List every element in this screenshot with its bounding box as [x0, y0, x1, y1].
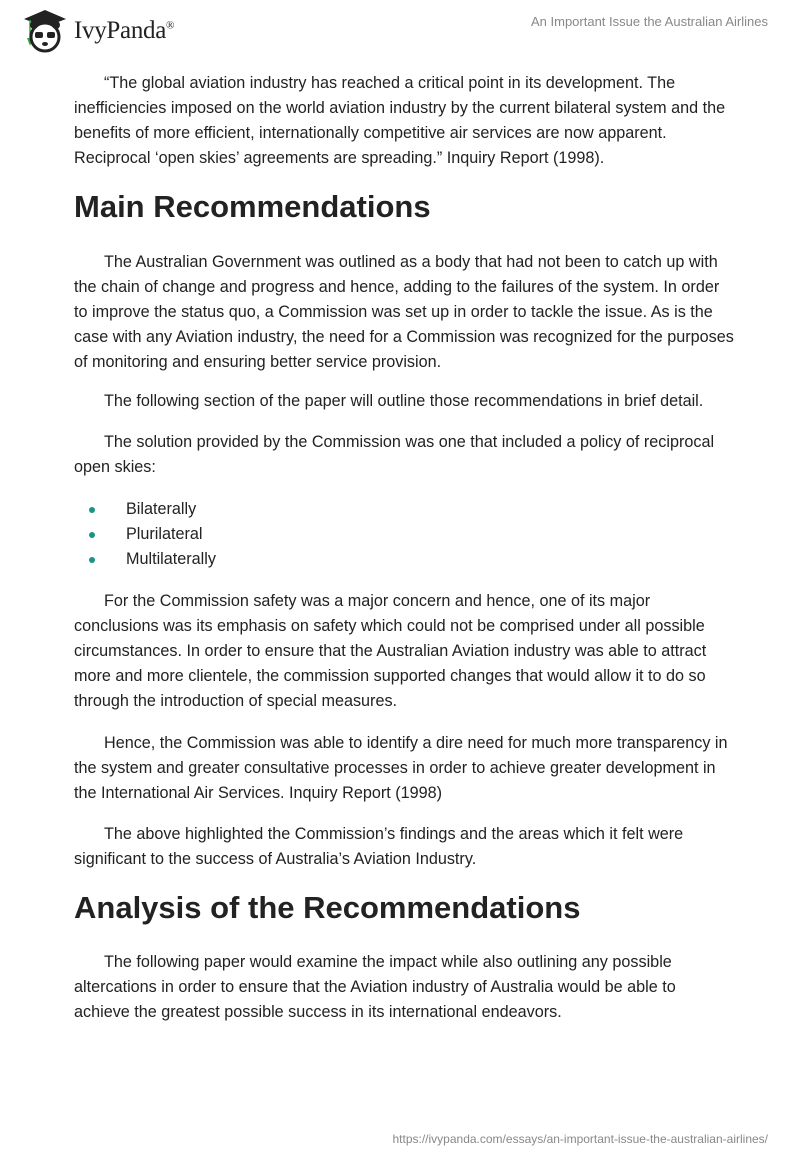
paragraph: The above highlighted the Commission’s findings and the areas which it felt were significant to the success of Australia’s Aviation Industry.: [74, 825, 684, 868]
registered-mark: ®: [166, 19, 175, 32]
heading-main-recommendations: Main Recommendations: [74, 189, 431, 224]
list-item-label: Multilaterally: [126, 550, 216, 568]
source-url-link[interactable]: https://ivypanda.com/essays/an-important-issue-the-australian-airlines/: [392, 1132, 768, 1146]
paragraph: The solution provided by the Commission was one that included a policy of reciprocal open skies:: [74, 433, 715, 476]
brand-label: IvyPanda: [74, 17, 167, 44]
paragraph: The Australian Government was outlined as a body that had not been to catch up with the chain of change and progress and hence, adding to the failures of the system. In order to improve the status quo, a Commission was set up in order to tackle the issue. As is the case with any Aviation industry, the need for a Commission was recognized for the purposes of monitoring and ensuring better service provision.: [74, 253, 734, 371]
paragraph: The following section of the paper will outline those recommendations in brief detail.: [104, 392, 704, 410]
list-item-label: Plurilateral: [126, 525, 203, 543]
list-item: [74, 522, 216, 547]
list-item-label: Bilaterally: [126, 500, 197, 518]
bullet-icon: [89, 507, 95, 513]
paragraph: The following paper would examine the impact while also outlining any possible altercations in order to ensure that the Aviation industry of Australia would be able to achieve the greatest possible success in its international endeavors.: [74, 953, 676, 1021]
bullet-icon: [89, 557, 95, 563]
paragraph: For the Commission safety was a major concern and hence, one of its major conclusions was its emphasis on safety which could not be comprised under all possible circumstances. In order to ensure that the Australian Aviation industry was able to attract more and more clientele, the commission supported changes that would allow it to do so through the introduction of special measures.: [74, 592, 707, 710]
panda-graduate-icon: [22, 8, 68, 54]
document-title: An Important Issue the Australian Airlines: [530, 14, 768, 29]
heading-analysis: Analysis of the Recommendations: [74, 890, 581, 925]
paragraph: Hence, the Commission was able to identify a dire need for much more transparency in the system and greater consultative processes in order to achieve greater development in the International Air Services. Inquiry Report (1998): [74, 734, 728, 802]
list-item: [74, 497, 216, 522]
paragraph-quote: “The global aviation industry has reached a critical point in its development. The inefficiencies imposed on the world aviation industry by the current bilateral system and the benefits of more efficient, internationally competitive air services are now apparent. Reciprocal ‘open skies’ agreements are spreading.” Inquiry Report (1998).: [74, 74, 726, 167]
brand-name: [74, 17, 174, 45]
list-item: [74, 547, 216, 572]
bullet-icon: [89, 532, 95, 538]
ivypanda-logo[interactable]: [22, 8, 174, 54]
recommendation-list: [74, 497, 216, 572]
